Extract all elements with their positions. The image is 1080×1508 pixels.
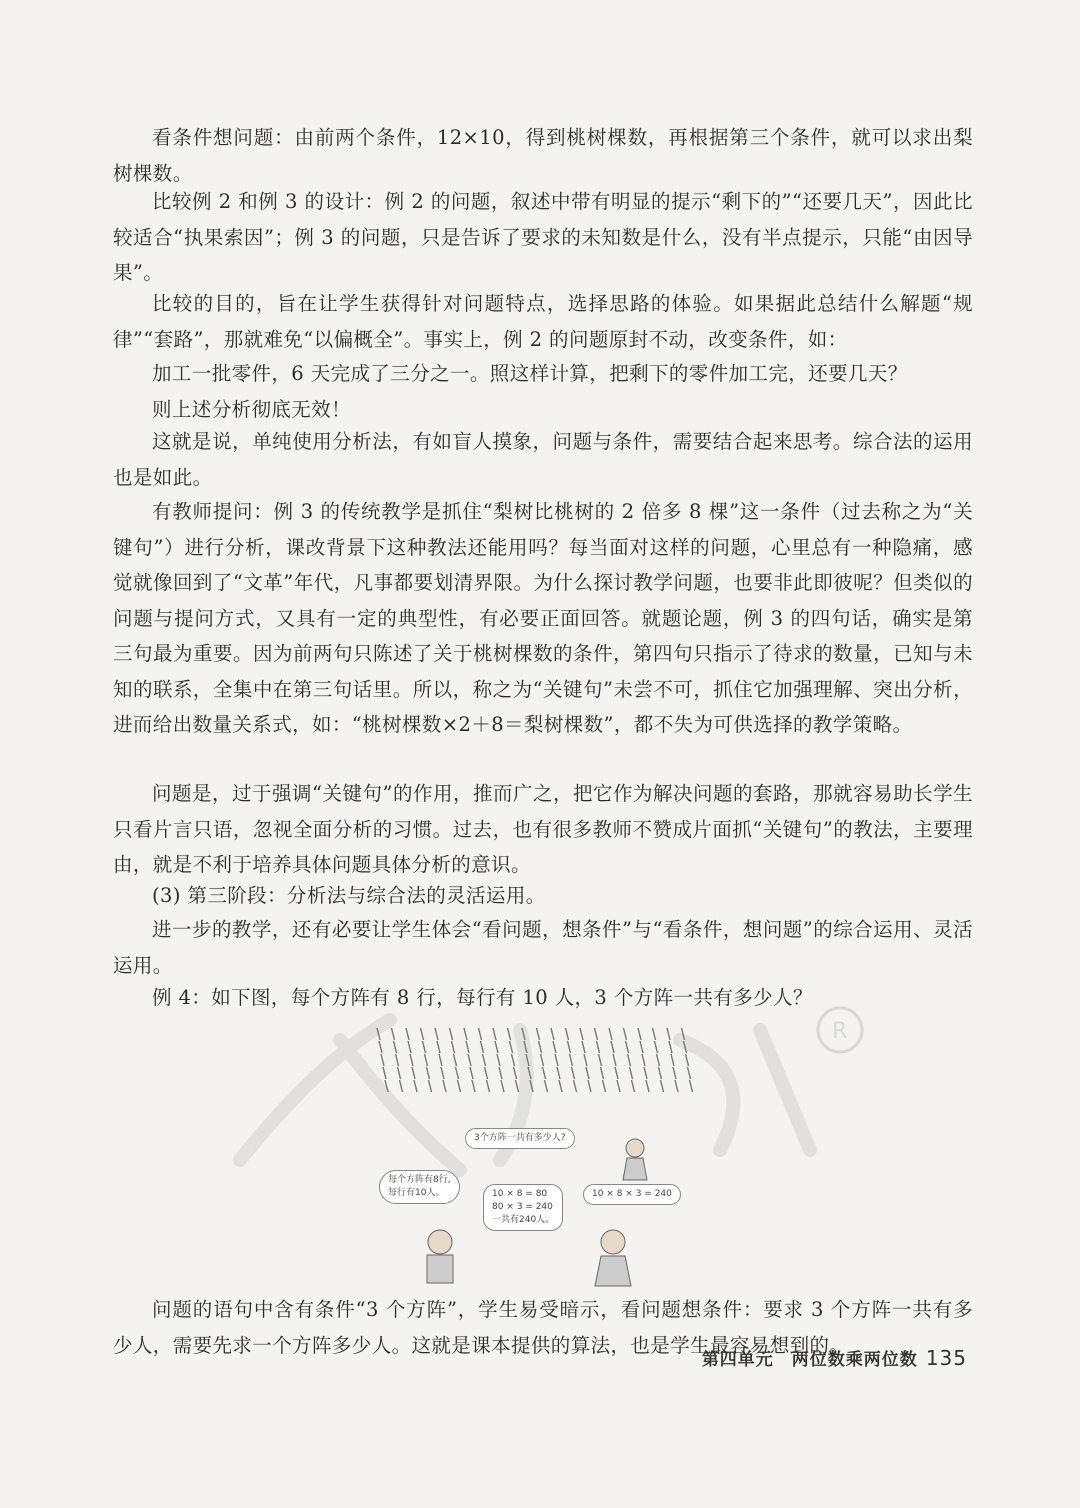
soldier-mark [642,1054,645,1066]
soldier-mark [392,1028,395,1040]
soldier-mark [394,1041,397,1053]
soldier-mark [468,1054,471,1066]
soldier-mark [675,1080,678,1092]
soldier-mark [669,1041,672,1053]
soldier-mark [659,1067,662,1079]
soldier-mark [537,1028,540,1040]
soldier-mark [624,1028,627,1040]
soldier-mark [487,1080,490,1092]
soldier-mark [526,1054,529,1066]
soldier-mark [555,1054,558,1066]
soldier-mark [638,1028,641,1040]
soldier-mark [661,1080,664,1092]
soldier-mark [686,1054,689,1066]
soldier-mark [601,1067,604,1079]
soldier-mark [528,1067,531,1079]
soldier-mark [559,1080,562,1092]
combined-calc-bubble: 10 × 8 × 3 = 240 [583,1184,681,1205]
soldier-mark [671,1054,674,1066]
soldier-mark [568,1041,571,1053]
soldier-mark [667,1028,670,1040]
soldier-mark [690,1080,693,1092]
soldier-mark [684,1041,687,1053]
soldier-mark [472,1080,475,1092]
paragraph-7: 有教师提问：例 3 的传统教学是抓住“梨树比桃树的 2 倍多 8 棵”这一条件（过去称之为“关键句”）进行分析，课改背景下这种教法还能用吗？每当面对这样的问题，心里总有一种隐痛，感觉就像回到了“文革”年代，凡事都要划清界限。为什么探讨教学问题，也要非此即彼呢？但类似的问题与提问方式，又具有一定的典型性，有必要正面回答。就题论题，例 3 的四句话，确实是第三句最为重要。因为前两句只陈述了关于桃树棵数的条件，第四句只指示了待求的数量，已知与未知的联系，全集中在第三句话里。所以，称之为“关键句”未尝不可，抓住它加强理解、突出分析，进而给出数量关系式，如：“桃树棵数×2＋8＝梨树棵数”，都不失为可供选择的教学策略。 [113,500,973,736]
soldier-mark [574,1080,577,1092]
calc-line-3: 一共有240人。 [492,1215,555,1225]
soldier-mark [588,1080,591,1092]
soldier-mark [493,1028,496,1040]
soldier-mark [516,1080,519,1092]
soldier-mark [452,1041,455,1053]
soldier-mark [682,1028,685,1040]
paragraph-11: 例 4：如下图，每个方阵有 8 行，每行有 10 人，3 个方阵一共有多少人？ [152,986,813,1009]
soldier-mark [435,1028,438,1040]
paragraph-8: 问题是，过于强调“关键句”的作用，推而广之，把它作为解决问题的套路，那就容易助长学生只看片言只语，忽视全面分析的习惯。过去，也有很多教师不赞成片面抓“关键句”的教法，主要理由，就是不利于培养具体问题具体分析的意识。 [113,782,973,876]
soldier-mark [595,1028,598,1040]
soldier-mark [408,1041,411,1053]
soldier-mark [572,1067,575,1079]
soldier-mark [439,1054,442,1066]
condition-bubble [379,1170,460,1204]
paragraph-9: (3) 第三阶段：分析法与综合法的灵活运用。 [152,884,546,907]
soldier-mark [522,1028,525,1040]
page-number: 135 [925,1346,967,1370]
soldier-mark [545,1080,548,1092]
svg-text:R: R [832,1019,848,1044]
soldier-mark [508,1028,511,1040]
soldier-mark [615,1067,618,1079]
soldier-mark [495,1041,498,1053]
soldier-mark [466,1041,469,1053]
soldier-mark [499,1067,502,1079]
soldier-mark [688,1067,691,1079]
soldier-mark [485,1067,488,1079]
soldier-mark [427,1067,430,1079]
soldier-mark [512,1054,515,1066]
soldier-mark [582,1041,585,1053]
soldier-mark [423,1041,426,1053]
soldier-mark [421,1028,424,1040]
soldier-mark [450,1028,453,1040]
paragraph-3: 比较的目的，旨在让学生获得针对问题特点，选择思路的体验。如果据此总结什么解题“规律”“套路”，那就难免“以偏概全”。事实上，例 2 的问题原封不动，改变条件，如： [113,292,973,351]
soldier-mark [406,1028,409,1040]
soldier-mark [385,1080,388,1092]
soldier-mark [653,1028,656,1040]
soldier-mark [514,1067,517,1079]
soldier-mark [441,1067,444,1079]
boy-character-icon [427,1230,453,1283]
soldier-mark [553,1041,556,1053]
soldier-mark [377,1028,380,1040]
soldier-mark [657,1054,660,1066]
soldier-mark [454,1054,457,1066]
soldier-mark [586,1067,589,1079]
soldier-mark [630,1067,633,1079]
soldier-formation-illustration [365,1020,705,1290]
question-bubble: 3个方阵一共有多少人? [465,1128,575,1149]
soldier-mark [539,1041,542,1053]
soldier-mark [396,1054,399,1066]
paragraph-5: 则上述分析彻底无效！ [152,398,352,421]
soldier-mark [644,1067,647,1079]
girl-character-icon [595,1230,631,1286]
soldier-mark [597,1041,600,1053]
soldier-mark [632,1080,635,1092]
calculation-bubble [483,1184,563,1231]
soldier-mark [613,1054,616,1066]
soldier-mark [483,1054,486,1066]
soldier-mark [580,1028,583,1040]
soldier-mark [626,1041,629,1053]
soldier-mark [398,1067,401,1079]
soldier-mark [410,1054,413,1066]
soldier-mark [557,1067,560,1079]
soldier-mark [425,1054,428,1066]
paragraph-6: 这就是说，单纯使用分析法，有如盲人摸象，问题与条件，需要结合起来思考。综合法的运用也是如此。 [113,430,973,489]
soldier-mark [501,1080,504,1092]
soldier-mark [464,1028,467,1040]
soldier-mark [603,1080,606,1092]
soldier-mark [510,1041,513,1053]
example-4-illustration [365,1020,705,1290]
soldier-mark [379,1041,382,1053]
soldier-mark [609,1028,612,1040]
soldier-mark [530,1080,533,1092]
soldier-mark [566,1028,569,1040]
soldier-mark [414,1080,417,1092]
condition-line-2: 每行有10人。 [388,1188,445,1198]
soldier-mark [599,1054,602,1066]
soldier-mark [456,1067,459,1079]
soldier-mark [655,1041,658,1053]
soldier-mark [646,1080,649,1092]
page-footer [702,1345,967,1370]
paragraph-2: 比较例 2 和例 3 的设计：例 2 的问题，叙述中带有明显的提示“剩下的”“还要几天”，因此比较适合“执果索因”；例 3 的问题，只是告诉了要求的未知数是什么，没有半点提示，只能“由因导果”。 [113,190,973,284]
soldier-mark [497,1054,500,1066]
soldier-mark [673,1067,676,1079]
soldier-mark [412,1067,415,1079]
soldier-mark [479,1028,482,1040]
soldier-mark [429,1080,432,1092]
soldier-mark [611,1041,614,1053]
condition-line-1: 每个方阵有8行, [388,1175,451,1185]
girl-character-icon [623,1139,647,1180]
soldier-mark [524,1041,527,1053]
soldier-mark [617,1080,620,1092]
soldier-mark [443,1080,446,1092]
soldier-mark [383,1067,386,1079]
soldier-mark [437,1041,440,1053]
soldier-mark [381,1054,384,1066]
soldier-mark [470,1067,473,1079]
paragraph-10: 进一步的教学，还有必要让学生体会“看问题，想条件”与“看条件，想问题”的综合运用、灵活运用。 [113,918,973,977]
soldier-mark [551,1028,554,1040]
paragraph-12: 问题的语句中含有条件“3 个方阵”，学生易受暗示，看问题想条件：要求 3 个方阵一共有多少人，需要先求一个方阵多少人。这就是课本提供的算法，也是学生最容易想到的。 [113,1298,973,1357]
soldier-mark [400,1080,403,1092]
soldier-mark [481,1041,484,1053]
soldier-mark [584,1054,587,1066]
soldier-mark [640,1041,643,1053]
soldier-mark [570,1054,573,1066]
soldier-mark [543,1067,546,1079]
calc-line-1: 10 × 8 = 80 [492,1189,548,1199]
soldier-mark [541,1054,544,1066]
paragraph-1: 看条件想问题：由前两个条件，12×10，得到桃树棵数，再根据第三个条件，就可以求出梨树棵数。 [113,126,973,185]
chapter-title: 第四单元 两位数乘两位数 [701,1350,918,1370]
soldier-mark [458,1080,461,1092]
calc-line-2: 80 × 3 = 240 [492,1202,553,1212]
soldier-mark [628,1054,631,1066]
paragraph-4: 加工一批零件，6 天完成了三分之一。照这样计算，把剩下的零件加工完，还要几天？ [152,362,908,385]
